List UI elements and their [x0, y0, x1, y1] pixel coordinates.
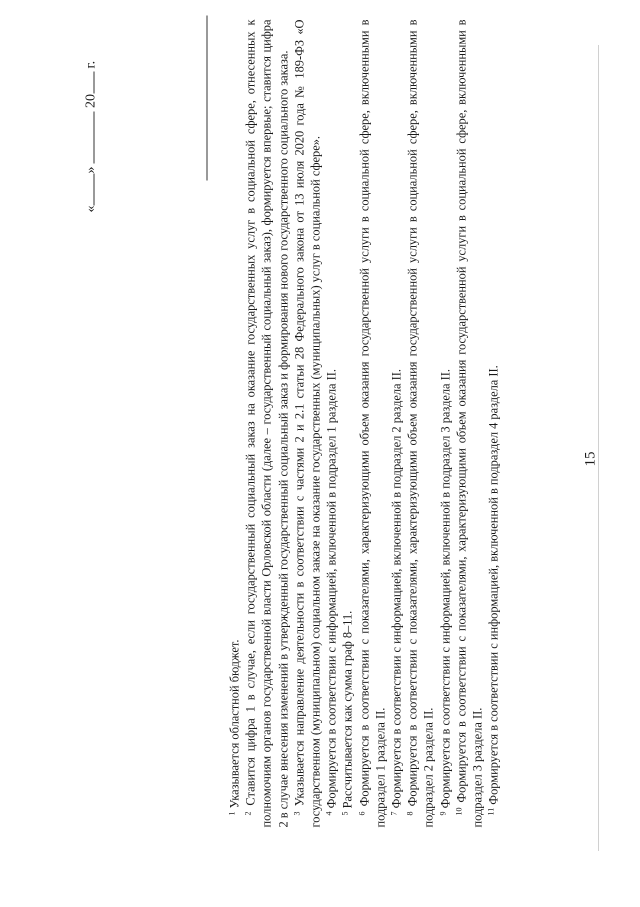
page-number: 15	[582, 451, 598, 466]
footnote	[323, 19, 339, 827]
footnote-mark: 7	[389, 811, 399, 815]
footnote	[291, 19, 323, 827]
footnote	[388, 19, 404, 827]
footnote-text: Формируется в соответствии с информацией, включенной в подраздел 3 раздела II.	[437, 368, 452, 808]
footnote-mark: 4	[324, 811, 334, 815]
footnotes-block	[226, 19, 501, 827]
footnote-text: Формируется в соответствии с информацией, включенной в подраздел 4 раздела II.	[486, 364, 501, 805]
date-open-quote: «	[83, 205, 98, 212]
month-blank	[82, 111, 94, 163]
footnote-mark: 10	[453, 807, 463, 815]
footnote-text: Формируется в соответствии с показателями, характеризующими объем оказания государственной услуги в социальной сфере, включенными в подраздел 2 раздела II.	[405, 19, 436, 827]
date-close-quote: »	[83, 166, 98, 173]
footnote	[404, 19, 436, 827]
footnote-text: Формируется в соответствии с информацией, включенной в подраздел 1 раздела II.	[324, 368, 339, 808]
footnote-mark: 6	[356, 811, 366, 815]
footnote-text: Формируется в соответствии с информацией, включенной в подраздел 2 раздела II.	[389, 368, 404, 808]
footnote-text: Ставится цифра 1 в случае, если государственный социальный заказ на оказание государственных услуг в социальной сфере, отнесенных к полномочиям органов государственной власти Орловской области (далее – государственный социальный заказ), формируется впервые; ставится цифра 2 в случае внесения изменений в утвержденный государственный социальный заказ и формирования нового государственного социального заказа.	[243, 19, 290, 827]
signature-date-line	[82, 12, 99, 212]
footnote-mark: 9	[437, 811, 447, 815]
footnote-mark: 3	[291, 811, 301, 815]
footnote-text: Указывается направление деятельности в соответствии с частями 2 и 2.1 статьи 28 Федерального закона от 13 июля 2020 года № 189-ФЗ «О государственном (муниципальном) социальном заказе на оказание государственных (муниципальных) услуг в социальной сфере».	[291, 19, 323, 827]
footnote-mark: 8	[405, 811, 415, 815]
footnote-mark: 2	[243, 811, 253, 815]
footnote-text: Указывается областной бюджет.	[227, 639, 241, 808]
footnote	[226, 19, 242, 827]
year-suffix: г.	[83, 60, 98, 68]
footnote	[242, 19, 291, 827]
footnote	[453, 19, 485, 827]
footnote-mark: 5	[340, 811, 350, 815]
footnote-mark: 11	[486, 807, 496, 815]
year-blank	[82, 72, 94, 94]
day-blank	[82, 173, 94, 205]
footnote-separator	[206, 15, 207, 180]
footnote-text: Рассчитывается как сумма граф 8–11.	[340, 610, 355, 808]
footnote-text: Формируется в соответствии с показателями, характеризующими объем оказания государственной услуги в социальной сфере, включенными в подраздел 1 раздела II.	[356, 19, 387, 827]
footnote-text: Формируется в соответствии с показателями, характеризующими объем оказания государственной услуги в социальной сфере, включенными в подраздел 3 раздела II.	[453, 19, 485, 827]
footnote	[437, 19, 453, 827]
footnote	[356, 19, 388, 827]
footnote-mark: 1	[227, 811, 236, 815]
footnote	[485, 19, 501, 827]
footnote	[339, 19, 355, 827]
year-prefix: 20	[83, 93, 98, 108]
